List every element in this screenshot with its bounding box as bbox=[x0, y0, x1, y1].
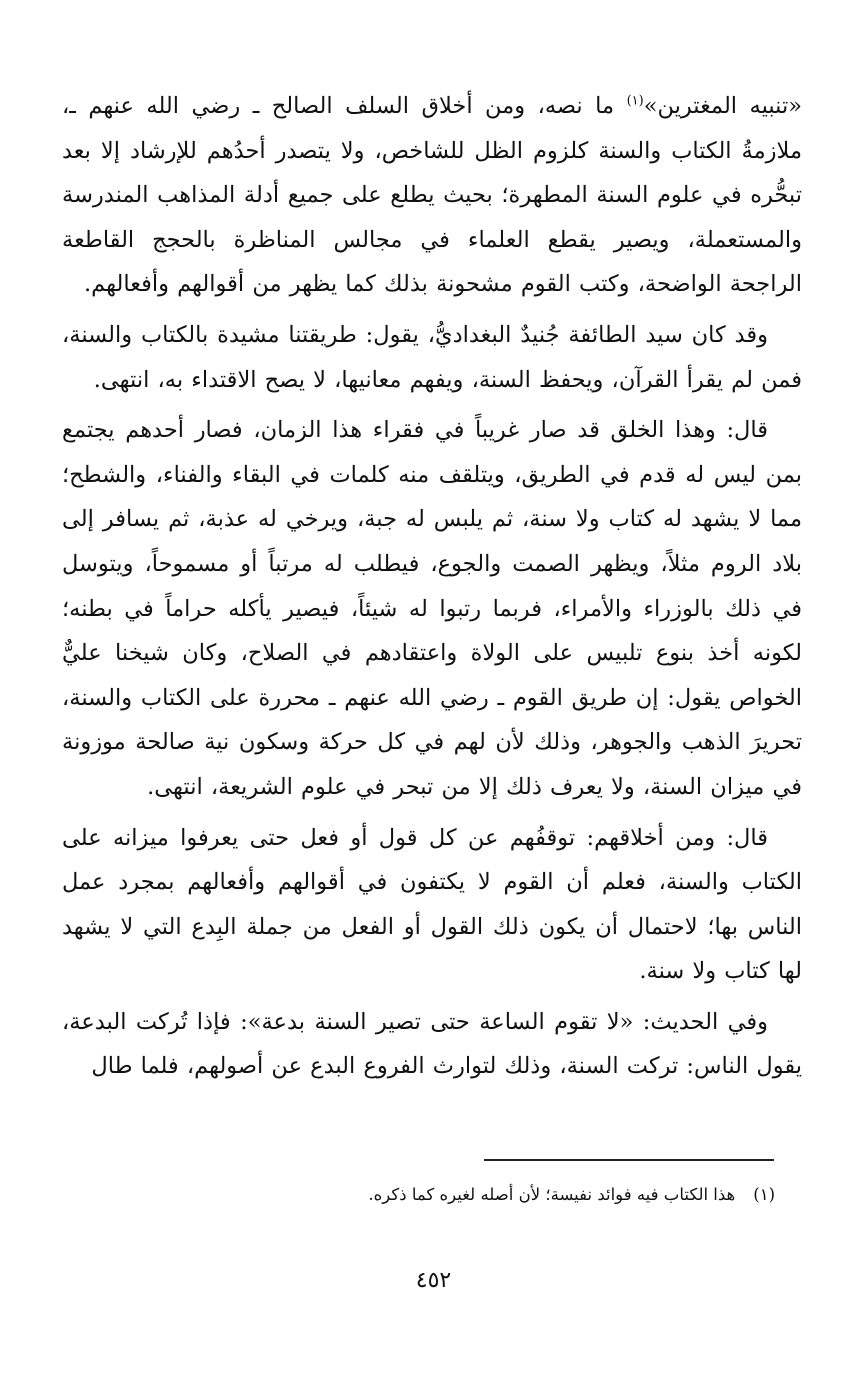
quoted-book-title: «تنبيه المغترين» bbox=[643, 93, 802, 119]
main-text bbox=[62, 84, 802, 1095]
footnote-reference: (١) bbox=[626, 93, 644, 109]
footnote bbox=[75, 1182, 775, 1208]
paragraph-2: وقد كان سيد الطائفة جُنيدٌ البغداديُّ، يقول: طريقتنا مشيدة بالكتاب والسنة، فمن لم يقرأ القرآن، ويحفظ السنة، ويفهم معانيها، لا يصح الاقتداء به، انتهى. bbox=[62, 321, 802, 393]
footnote-text: هذا الكتاب فيه فوائد نفيسة؛ لأن أصله لغيره كما ذكره. bbox=[368, 1185, 736, 1204]
paragraph-1-text: ما نصه، ومن أخلاق السلف الصالح ـ رضي الله عنهم ـ، ملازمةُ الكتاب والسنة كلزوم الظل للشاخص، ولا يتصدر أحدُهم للإرشاد إلا بعد تبحُّره في علوم السنة المطهرة؛ بحيث يطلع على جميع أدلة المذاهب المندرسة والمستعملة، ويصير يقطع العلماء في مجالس المناظرة بالحجج القاطعة الراجحة الواضحة، وكتب القوم مشحونة بذلك كما يظهر من أقوالهم وأفعالهم. bbox=[62, 93, 802, 298]
page-number: ٤٥٢ bbox=[415, 1268, 452, 1293]
paragraph-3: قال: وهذا الخلق قد صار غريباً في فقراء هذا الزمان، فصار أحدهم يجتمع بمن ليس له قدم في الطريق، ويتلقف منه كلمات في البقاء والفناء، والشطح؛ مما لا يشهد له كتاب ولا سنة، ثم يلبس له جبة، ويرخي له عذبة، ثم يسافر إلى بلاد الروم مثلاً، ويظهر الصمت والجوع، فيطلب له مرتباً أو مسموحاً، ويتوسل في ذلك بالوزراء والأمراء، فربما رتبوا له شيئاً، فيصير يأكله حراماً في بطنه؛ لكونه أخذ بنوع تلبيس على الولاة واعتقادهم في الصلاح، وكان شيخنا عليٌّ الخواص يقول: إن طريق القوم ـ رضي الله عنهم ـ محررة على الكتاب والسنة، تحريرَ الذهب والجوهر، وذلك لأن لهم في كل حركة وسكون نية صالحة موزونة في ميزان السنة، ولا يعرف ذلك إلا من تبحر في علوم الشريعة، انتهى. bbox=[62, 417, 802, 800]
paragraph-4: قال: ومن أخلاقهم: توقفُهم عن كل قول أو فعل حتى يعرفوا ميزانه على الكتاب والسنة، فعلم أن القوم لا يكتفون في أقوالهم وأفعالهم بمجرد عمل الناس بها؛ لاحتمال أن يكون ذلك القول أو الفعل من جملة البِدع التي لا يشهد لها كتاب ولا سنة. bbox=[62, 824, 802, 985]
footnote-number: (١) bbox=[753, 1185, 775, 1204]
paragraph-1 bbox=[62, 84, 802, 307]
paragraph-5: وفي الحديث: «لا تقوم الساعة حتى تصير السنة بدعة»: فإذا تُركت البدعة، يقول الناس: تركت السنة، وذلك لتوارث الفروع البدع عن أصولهم، فلما طال bbox=[62, 1008, 802, 1080]
footnote-divider bbox=[484, 1159, 774, 1161]
